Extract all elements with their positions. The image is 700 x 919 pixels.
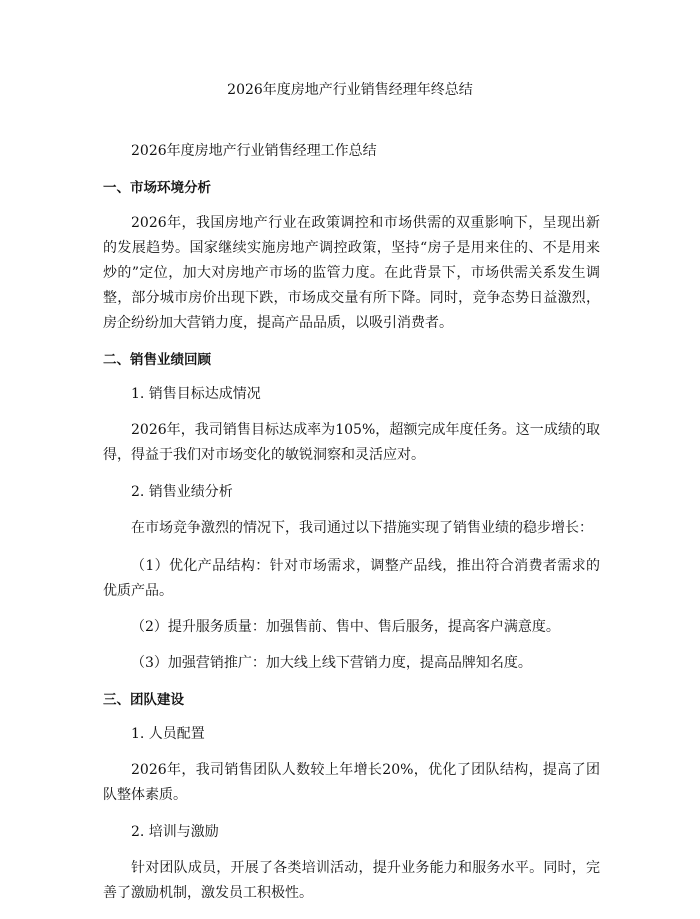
market-analysis-paragraph: 2026年，我国房地产行业在政策调控和市场供需的双重影响下，呈现出新的发展趋势。国家继续实施房地产调控政策，坚持“房子是用来住的、不是用来炒的”定位，加大对房地产市场的监管力度。在此背景下，市场供需关系发生调整，部分城市房价出现下跌，市场成交量有所下降。同时，竞争态势日益激烈，房企纷纷加大营销力度，提高产品品质，以吸引消费者。: [103, 215, 600, 331]
document-title: 2026年度房地产行业销售经理年终总结: [227, 82, 473, 98]
section-heading-market: 一、市场环境分析: [103, 180, 211, 196]
list-item: （1）优化产品结构：针对市场需求，调整产品线，推出符合消费者需求的优质产品。: [103, 558, 600, 599]
subheading-training: 2. 培训与激励: [131, 824, 219, 840]
subheading-staffing: 1. 人员配置: [131, 726, 205, 742]
subheading-sales-analysis: 2. 销售业绩分析: [131, 484, 233, 500]
sales-target-paragraph: 2026年，我司销售目标达成率为105%，超额完成年度任务。这一成绩的取得，得益于我们对市场变化的敏锐洞察和灵活应对。: [103, 422, 600, 463]
training-paragraph: 针对团队成员，开展了各类培训活动，提升业务能力和服务水平。同时，完善了激励机制，激发员工积极性。: [103, 860, 600, 901]
staffing-paragraph: 2026年，我司销售团队人数较上年增长20%，优化了团队结构，提高了团队整体素质。: [103, 762, 600, 803]
subheading-sales-target: 1. 销售目标达成情况: [131, 386, 261, 402]
list-item: （3）加强营销推广：加大线上线下营销力度，提高品牌知名度。: [131, 655, 532, 671]
sales-analysis-paragraph: 在市场竞争激烈的情况下，我司通过以下措施实现了销售业绩的稳步增长：: [131, 520, 593, 536]
section-heading-team: 三、团队建设: [103, 692, 184, 708]
document-subtitle: 2026年度房地产行业销售经理工作总结: [131, 143, 377, 159]
document-body: [103, 139, 600, 919]
section-heading-sales: 二、销售业绩回顾: [103, 352, 211, 368]
list-item: （2）提升服务质量：加强售前、售中、售后服务，提高客户满意度。: [131, 619, 560, 635]
